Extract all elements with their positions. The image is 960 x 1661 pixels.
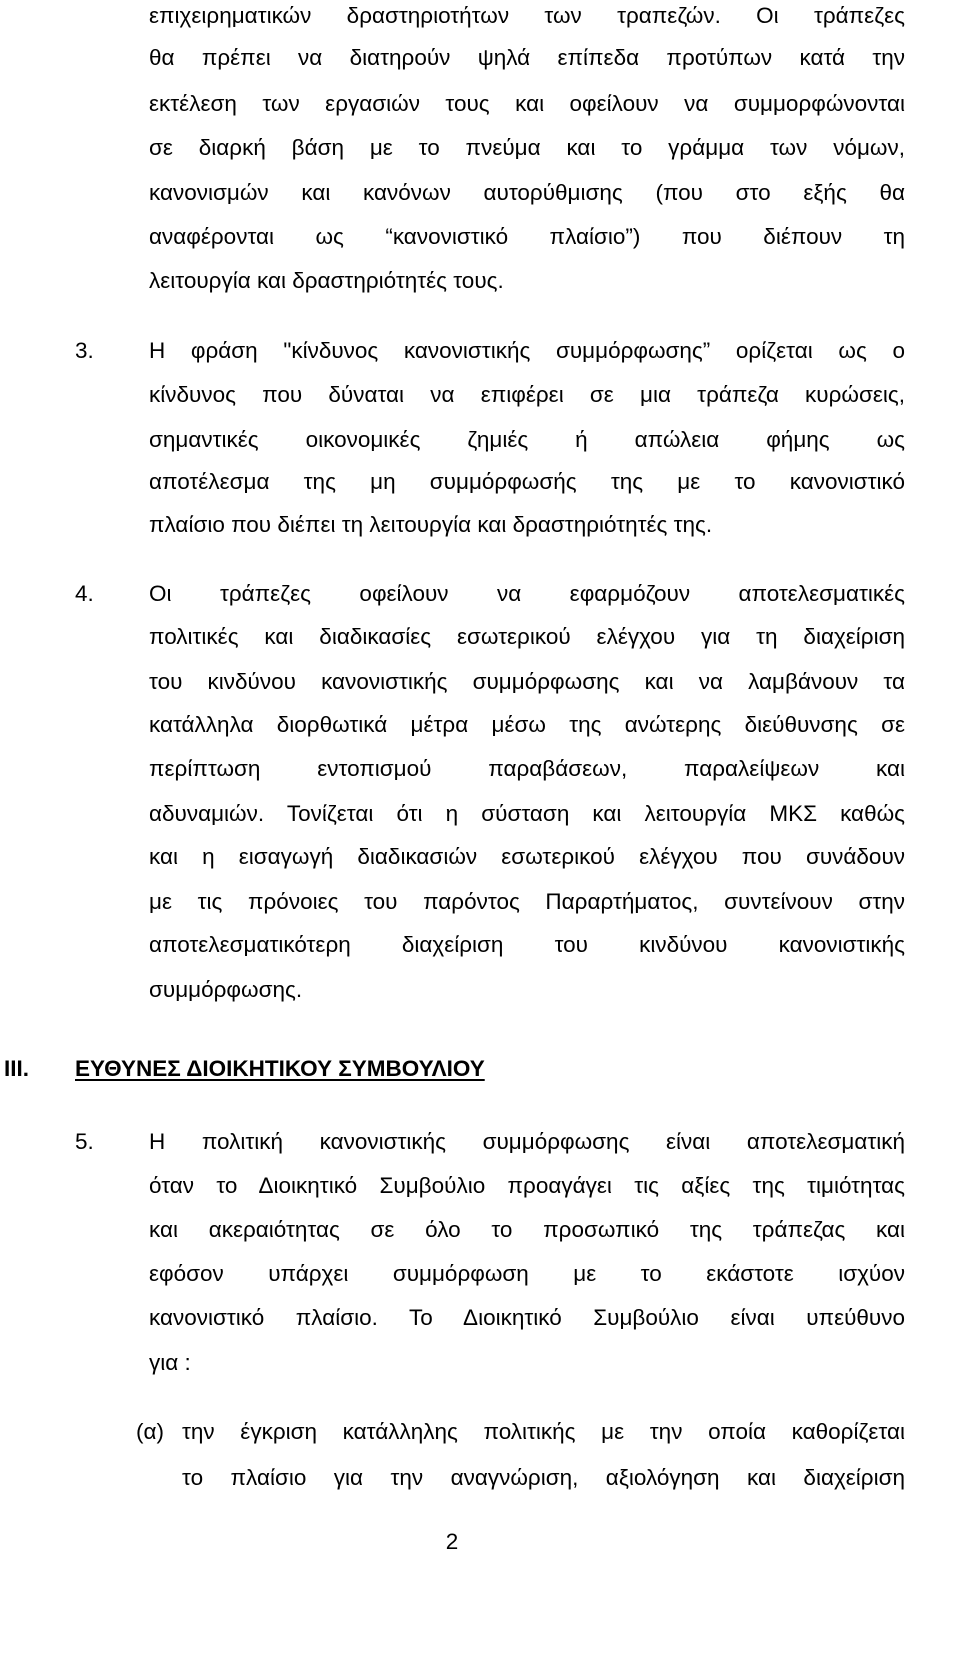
text-line: αποτέλεσμα της μη συμμόρφωσής της με το κανονιστικό [149,469,905,494]
text-line: Η πολιτική κανονιστικής συμμόρφωσης είναι αποτελεσματική [149,1129,905,1154]
text-line: κατάλληλα διορθωτικά μέτρα μέσω της ανώτερης διεύθυνσης σε [149,712,905,737]
text-line: με τις πρόνοιες του παρόντος Παραρτήματος, συντείνουν στην [149,889,905,914]
page-number: 2 [445,1529,459,1554]
text-line: όταν το Διοικητικό Συμβούλιο προαγάγει τις αξίες της τιμιότητας [149,1173,905,1198]
section-title [75,1055,485,1083]
text-line: θα πρέπει να διατηρούν ψηλά επίπεδα προτύπων κατά την [149,45,905,70]
text-line: λειτουργία και δραστηριότητές τους. [149,268,504,293]
text-line: κανονιστικό πλαίσιο. Το Διοικητικό Συμβούλιο είναι υπεύθυνο [149,1305,905,1330]
paragraph-number: 3. [75,338,94,363]
text-line: κίνδυνος που δύναται να επιφέρει σε μια τράπεζα κυρώσεις, [149,382,905,407]
text-line: σε διαρκή βάση με το πνεύμα και το γράμμα των νόμων, [149,135,905,160]
section-title-text: ΕΥΘΥΝΕΣ ΔΙΟΙΚΗΤΙΚΟΥ ΣΥΜΒΟΥΛΙΟΥ [75,1056,485,1081]
paragraph-number: 5. [75,1129,94,1154]
text-line: αναφέρονται ως “κανονιστικό πλαίσιο”) που διέπουν τη [149,224,905,249]
section-numeral: III. [4,1056,30,1081]
text-line: και η εισαγωγή διαδικασιών εσωτερικού ελέγχου που συνάδουν [149,844,905,869]
text-line: του κινδύνου κανονιστικής συμμόρφωσης και να λαμβάνουν τα [149,669,905,694]
text-line: το πλαίσιο για την αναγνώριση, αξιολόγηση και διαχείριση [182,1465,905,1490]
text-line: σημαντικές οικονομικές ζημιές ή απώλεια φήμης ως [149,427,905,452]
paragraph-number: 4. [75,581,94,606]
text-line: περίπτωση εντοπισμού παραβάσεων, παραλείψεων και [149,756,905,781]
text-line: Οι τράπεζες οφείλουν να εφαρμόζουν αποτελεσματικές [149,581,905,606]
text-line: Η φράση "κίνδυνος κανονιστικής συμμόρφωσης” ορίζεται ως ο [149,338,905,363]
text-line: πολιτικές και διαδικασίες εσωτερικού ελέγχου για τη διαχείριση [149,624,905,649]
text-line: αποτελεσματικότερη διαχείριση του κινδύνου κανονιστικής [149,932,905,957]
text-line: εκτέλεση των εργασιών τους και οφείλουν να συμμορφώνονται [149,91,905,116]
text-line: για : [149,1350,191,1375]
text-line: επιχειρηματικών δραστηριοτήτων των τραπεζών. Οι τράπεζες [149,3,905,28]
text-line: αδυναμιών. Τονίζεται ότι η σύσταση και λειτουργία ΜΚΣ καθώς [149,801,905,826]
text-line: κανονισμών και κανόνων αυτορύθμισης (που στο εξής θα [149,180,905,205]
text-line: και ακεραιότητας σε όλο το προσωπικό της τράπεζας και [149,1217,905,1242]
text-line: εφόσον υπάρχει συμμόρφωση με το εκάστοτε ισχύον [149,1261,905,1286]
text-line: πλαίσιο που διέπει τη λειτουργία και δραστηριότητές της. [149,512,713,537]
text-line: την έγκριση κατάλληλης πολιτικής με την οποία καθορίζεται [182,1419,905,1444]
list-item-label: (α) [136,1419,164,1444]
text-line: συμμόρφωσης. [149,977,303,1002]
